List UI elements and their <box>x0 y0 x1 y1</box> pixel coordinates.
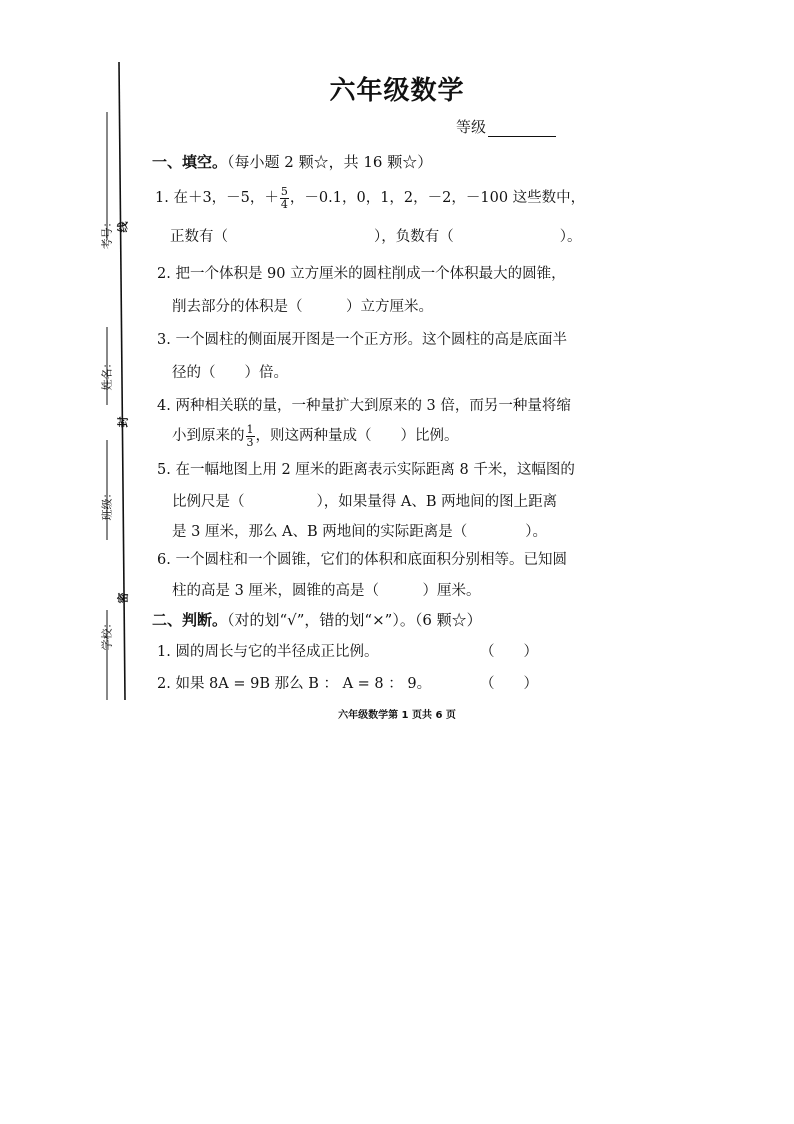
grade-label: 等级 <box>456 118 487 136</box>
q1-text-a: 1. 在＋3，－5，＋ <box>155 190 279 207</box>
exam-no-label: 考号： <box>100 216 114 250</box>
judge-1-answer-paren[interactable]: （ ） <box>480 644 538 660</box>
question-3-line-2: 径的（ ）倍。 <box>172 365 288 381</box>
q1-negative-label: ），负数有（ <box>374 229 454 245</box>
question-6-line-1: 6. 一个圆柱和一个圆锥，它们的体积和底面积分别相等。已知圆 <box>157 552 567 568</box>
question-1-line-1 <box>155 186 585 210</box>
binding-line-outer <box>119 62 125 700</box>
q5-text-b: ），如果量得 A、B 两地间的图上距离 <box>316 494 558 510</box>
section1-title: 一、填空。 <box>152 153 228 171</box>
fraction-five-fourths <box>280 186 289 210</box>
fraction-one-third <box>246 424 255 448</box>
question-2-line-1: 2. 把一个体积是 90 立方厘米的圆柱削成一个体积最大的圆锥， <box>157 266 566 282</box>
q5-text-c: 是 3 厘米，那么 A、B 两地间的实际距离是（ <box>172 524 468 540</box>
judge-2-answer-paren[interactable]: （ ） <box>480 676 538 692</box>
frac-numerator: 1 <box>246 423 254 436</box>
q5-scale-label: 比例尺是（ <box>172 494 245 510</box>
question-4-line-1: 4. 两种相关联的量，一种量扩大到原来的 3 倍，而另一种量将缩 <box>157 398 571 414</box>
seal-seal-mark: 封 <box>116 416 130 428</box>
q1-text-b: ，－0.1，0，1，2，－2，－100 这些数中， <box>289 190 586 207</box>
page-title: 六年级数学 <box>329 76 465 106</box>
question-3-line-1: 3. 一个圆柱的侧面展开图是一个正方形。这个圆柱的高是底面半 <box>157 332 567 348</box>
question-5-line-1: 5. 在一幅地图上用 2 厘米的距离表示实际距离 8 千米，这幅图的 <box>157 462 575 478</box>
section-judge-heading <box>152 609 482 630</box>
page-footer: 六年级数学第 1 页共 6 页 <box>338 710 456 721</box>
school-label: 学校： <box>100 617 114 651</box>
q1-positive-label: 正数有（ <box>170 229 228 245</box>
name-label: 姓名： <box>100 357 114 391</box>
question-4-line-2 <box>172 424 459 448</box>
seal-secret-mark: 密 <box>116 592 130 604</box>
q4-text-b: ，则这两种量成（ ）比例。 <box>255 428 459 445</box>
seal-line-mark: 线 <box>116 221 130 233</box>
class-label: 班级： <box>100 487 114 521</box>
section-fill-blank-heading <box>152 151 432 172</box>
question-6-line-2: 柱的高是 3 厘米，圆锥的高是（ ）厘米。 <box>172 583 481 599</box>
frac-denominator: 4 <box>280 197 288 211</box>
q5-close: ）。 <box>525 524 548 540</box>
frac-numerator: 5 <box>280 185 288 198</box>
judge-1-text: 1. 圆的周长与它的半径成正比例。 <box>157 644 379 660</box>
q1-close: ）。 <box>559 229 582 245</box>
q4-text-a: 小到原来的 <box>172 428 245 445</box>
grade-field <box>456 116 556 137</box>
frac-denominator: 3 <box>246 435 254 449</box>
section1-note: （每小题 2 颗☆，共 16 颗☆） <box>227 153 433 171</box>
question-2-line-2: 削去部分的体积是（ ）立方厘米。 <box>172 299 433 315</box>
section2-title: 二、判断。 <box>152 611 228 629</box>
question-1-line-2 <box>170 225 582 246</box>
question-5-line-3 <box>172 520 547 541</box>
question-5-line-2 <box>172 490 557 511</box>
judge-2-text: 2. 如果 8A = 9B 那么 B ： A = 8 ： 9。 <box>157 676 432 692</box>
section2-note: （对的划“√”，错的划“×”）。（6 颗☆） <box>227 611 482 629</box>
grade-input-line[interactable] <box>488 122 556 137</box>
